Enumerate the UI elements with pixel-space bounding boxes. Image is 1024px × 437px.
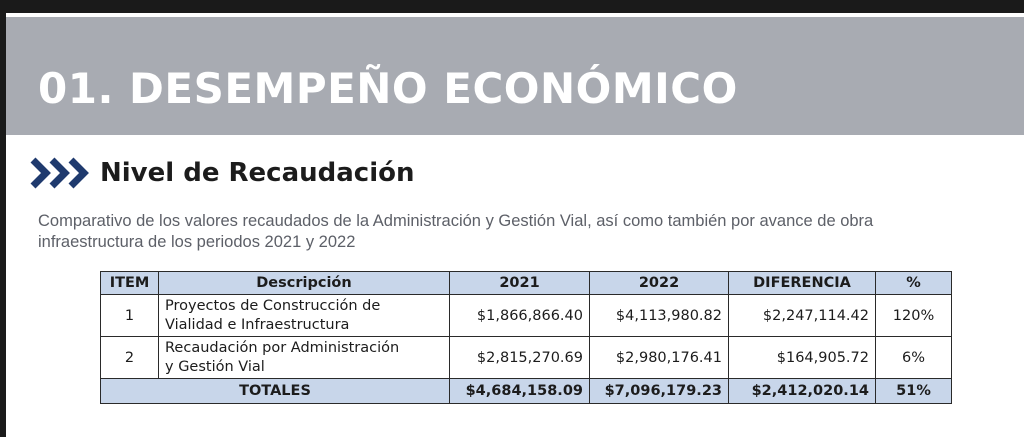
cell-descripcion-line-1: Recaudación por Administración: [165, 339, 400, 356]
totals-label: TOTALES: [101, 379, 450, 404]
cell-item: 2: [101, 337, 159, 379]
header-2022: 2022: [590, 272, 729, 295]
cell-2022: $4,113,980.82: [590, 295, 729, 337]
cell-percent: 120%: [876, 295, 952, 337]
totals-percent: 51%: [876, 379, 952, 404]
header-item: ITEM: [101, 272, 159, 295]
cell-descripcion: [159, 295, 450, 337]
table-row: [101, 337, 952, 379]
totals-diferencia: $2,412,020.14: [729, 379, 876, 404]
cell-2021: $1,866,866.40: [450, 295, 590, 337]
cell-item: 1: [101, 295, 159, 337]
header-descripcion: Descripción: [159, 272, 450, 295]
description-line-2: infraestructura de los periodos 2021 y 2022: [38, 233, 356, 251]
cell-diferencia: $164,905.72: [729, 337, 876, 379]
description-paragraph: [38, 211, 1024, 253]
triple-chevron-right-icon: [30, 155, 92, 191]
cell-descripcion: [159, 337, 450, 379]
cell-diferencia: $2,247,114.42: [729, 295, 876, 337]
table-header-row: [101, 272, 952, 295]
cell-2022: $2,980,176.41: [590, 337, 729, 379]
description-line-1: Comparativo de los valores recaudados de la Administración y Gestión Vial, así como también por avance de obra: [38, 212, 874, 230]
cell-percent: 6%: [876, 337, 952, 379]
section-banner: [6, 17, 1024, 135]
header-percent: %: [876, 272, 952, 295]
totals-2021: $4,684,158.09: [450, 379, 590, 404]
section-heading: [30, 155, 415, 191]
collection-table: [100, 271, 952, 404]
header-diferencia: DIFERENCIA: [729, 272, 876, 295]
document-page: [6, 13, 1024, 437]
totals-row: [101, 379, 952, 404]
cell-descripcion-line-1: Proyectos de Construcción de: [165, 297, 381, 314]
cell-descripcion-line-2: Vialidad e Infraestructura: [165, 316, 350, 333]
cell-2021: $2,815,270.69: [450, 337, 590, 379]
header-2021: 2021: [450, 272, 590, 295]
section-title: Nivel de Recaudación: [100, 158, 415, 188]
banner-title: 01. DESEMPEÑO ECONÓMICO: [38, 64, 738, 113]
totals-2022: $7,096,179.23: [590, 379, 729, 404]
cell-descripcion-line-2: y Gestión Vial: [165, 358, 265, 375]
table-row: [101, 295, 952, 337]
